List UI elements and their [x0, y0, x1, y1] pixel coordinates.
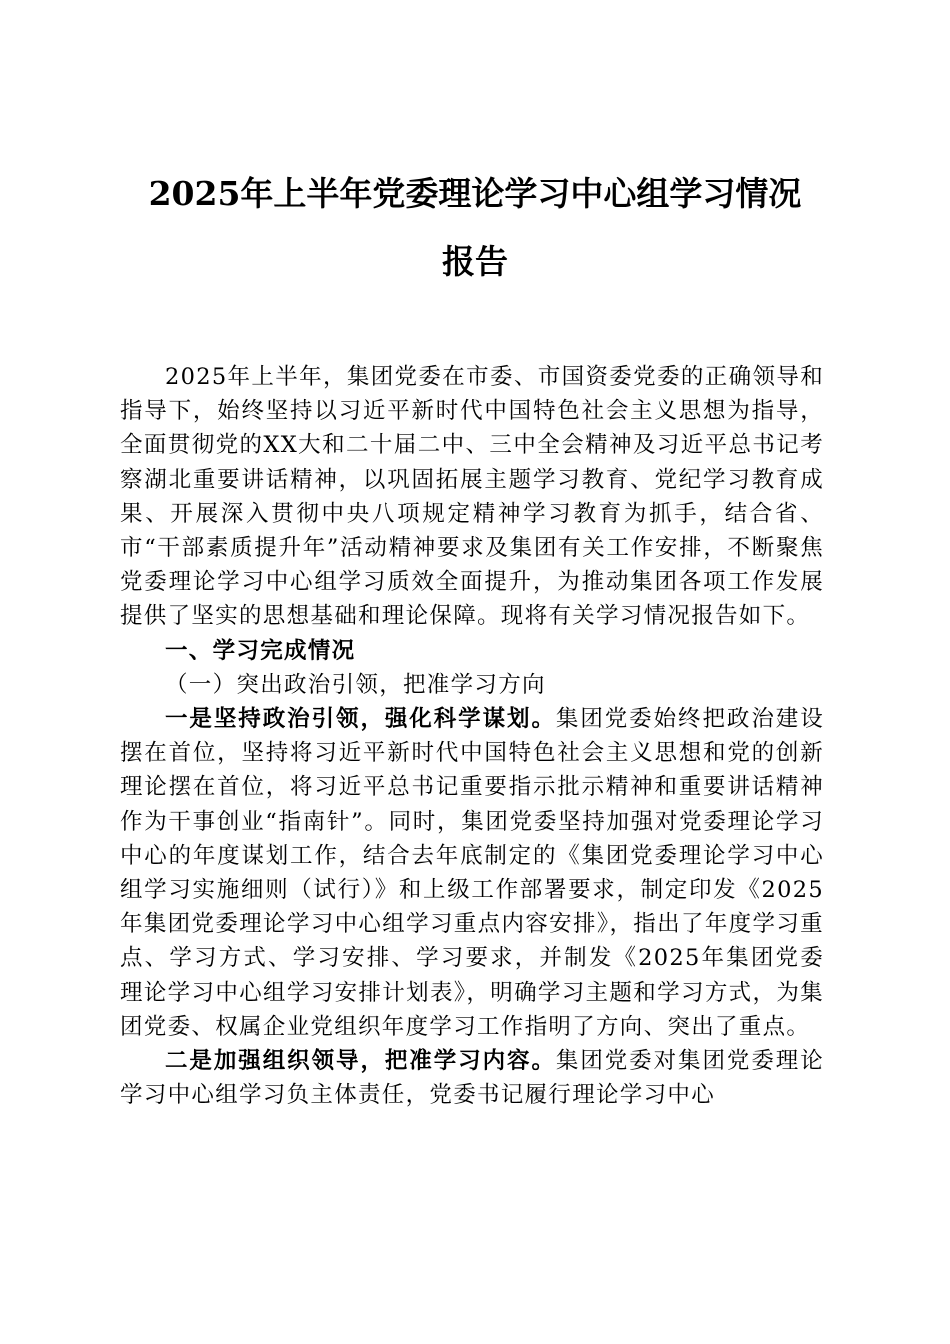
document-title-line1: 2025年上半年党委理论学习中心组学习情况 — [148, 174, 802, 213]
document-title-line2: 报告 — [442, 242, 508, 281]
paragraph-1-text: 集团党委始终把政治建设摆在首位，坚持将习近平新时代中国特色社会主义思想和党的创新理论摆在首位，将习近平总书记重要指示批示精神和重要讲话精神作为干事创业“指南针”。同时，集团党委坚持加强对党委理论学习中心的年度谋划工作，结合去年底制定的《集团党委理论学习中心组学习实施细则（试行）》和上级工作部署要求，制定印发《2025年集团党委理论学习中心组学习重点内容安排》，指出了年度学习重点、学习方式、学习安排、学习要求，并制发《2025年集团党委理论学习中心组学习安排计划表》，明确学习主题和学习方式，为集团党委、权属企业党组织年度学习工作指明了方向、突出了重点。 — [120, 706, 824, 1040]
body-paragraph-2 — [120, 1044, 824, 1112]
section-heading-1: 一、学习完成情况 — [165, 637, 356, 664]
document-body — [120, 360, 824, 1112]
intro-paragraph: 2025年上半年，集团党委在市委、市国资委党委的正确领导和指导下，始终坚持以习近平新时代中国特色社会主义思想为指导，全面贯彻党的XX大和二十届二中、三中全会精神及习近平总书记考察湖北重要讲话精神，以巩固拓展主题学习教育、党纪学习教育成果、开展深入贯彻中央八项规定精神学习教育为抓手，结合省、市“干部素质提升年”活动精神要求及集团有关工作安排，不断聚焦党委理论学习中心组学习质效全面提升，为推动集团各项工作发展提供了坚实的思想基础和理论保障。现将有关学习情况报告如下。 — [120, 364, 824, 630]
body-paragraph-1 — [120, 702, 824, 1044]
subsection-heading-1: （一）突出政治引领，把准学习方向 — [165, 671, 546, 698]
paragraph-1-lead: 一是坚持政治引领，强化科学谋划。 — [165, 706, 556, 733]
paragraph-2-text: 集团党委对集团党委理论学习中心组学习负主体责任，党委书记履行理论学习中心 — [120, 1048, 824, 1109]
paragraph-2-lead: 二是加强组织领导，把准学习内容。 — [165, 1048, 556, 1075]
